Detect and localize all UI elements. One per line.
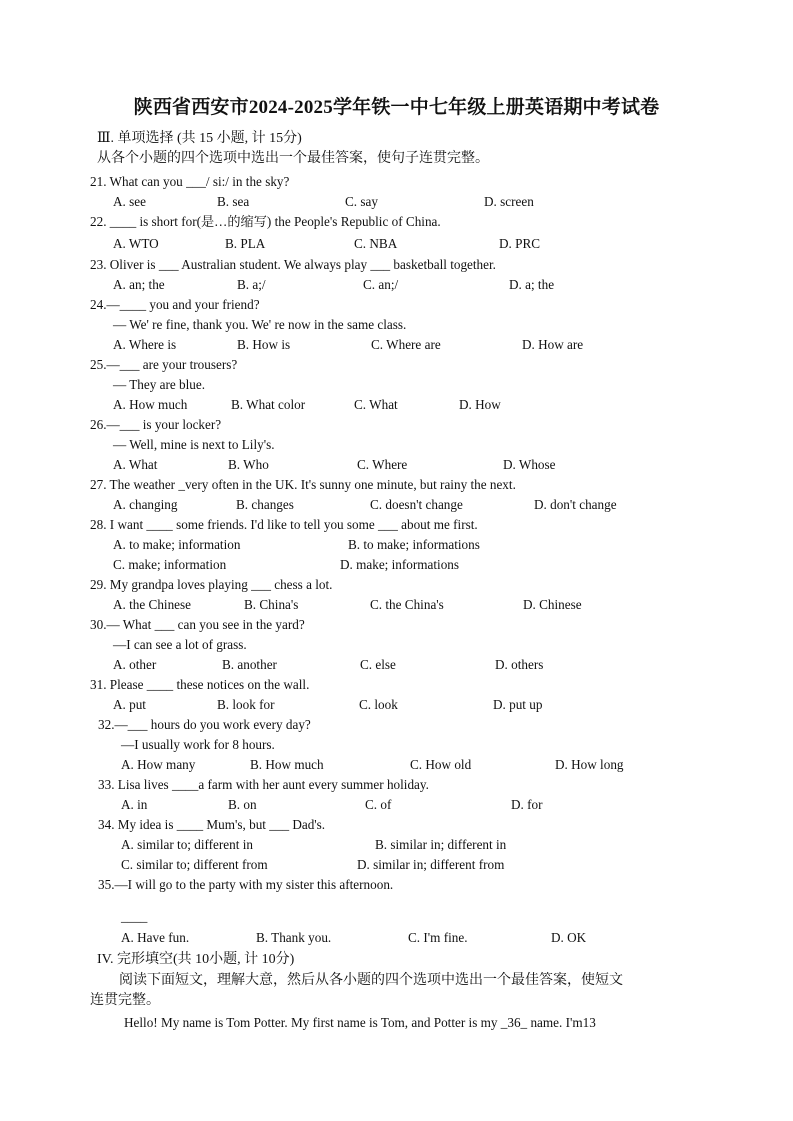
question-34-option-d: D. similar in; different from <box>357 857 505 872</box>
question-33-stem: 33. Lisa lives ____a farm with her aunt every summer holiday. <box>98 777 429 792</box>
section-3-heading: Ⅲ. 单项选择 (共 15 小题, 计 15分) <box>97 131 302 146</box>
question-24-option-b: B. How is <box>237 337 291 352</box>
question-32-stem: 32.—___ hours do you work every day? <box>98 717 311 732</box>
question-35-option-c: C. I'm fine. <box>408 930 468 945</box>
question-26-option-c: C. Where <box>357 457 408 472</box>
question-33-option-d: D. for <box>511 797 543 812</box>
question-34-option-c: C. similar to; different from <box>121 857 268 872</box>
question-33-option-a: A. in <box>121 797 148 812</box>
question-33-option-c: C. of <box>365 797 392 812</box>
question-31-option-b: B. look for <box>217 697 275 712</box>
question-29-option-c: C. the China's <box>370 597 444 612</box>
question-29-option-a: A. the Chinese <box>113 597 192 612</box>
question-21-option-b: B. sea <box>217 194 250 209</box>
question-33-option-b: B. on <box>228 797 257 812</box>
question-23-stem: 23. Oliver is ___ Australian student. We always play ___ basketball together. <box>90 257 496 272</box>
question-34-option-b: B. similar in; different in <box>375 837 507 852</box>
question-21-option-a: A. see <box>113 194 146 209</box>
question-30-option-c: C. else <box>360 657 396 672</box>
question-25-option-b: B. What color <box>231 397 306 412</box>
question-32-option-a: A. How many <box>121 757 196 772</box>
question-30-stem: 30.— What ___ can you see in the yard? <box>90 617 305 632</box>
question-35-option-d: D. OK <box>551 930 587 945</box>
section-4-instruction-line-1: 阅读下面短文，理解大意，然后从各小题的四个选项中选出一个最佳答案，使短文 <box>119 973 623 988</box>
question-23-option-d: D. a; the <box>509 277 555 292</box>
question-25-option-a: A. How much <box>113 397 188 412</box>
question-35-stem: 35.—I will go to the party with my sister this afternoon. <box>98 877 394 892</box>
question-25-stem: 25.—___ are your trousers? <box>90 357 238 372</box>
question-28-option-a: A. to make; information <box>113 537 241 552</box>
question-31-option-d: D. put up <box>493 697 543 712</box>
question-28-stem: 28. I want ____ some friends. I'd like to tell you some ___ about me first. <box>90 517 478 532</box>
question-30-option-b: B. another <box>222 657 277 672</box>
question-31-option-a: A. put <box>113 697 146 712</box>
section-4-instruction-line-2: 连贯完整。 <box>90 993 160 1008</box>
question-27-option-a: A. changing <box>113 497 178 512</box>
question-23-option-c: C. an;/ <box>363 277 399 292</box>
question-23-option-b: B. a;/ <box>237 277 266 292</box>
question-26-option-d: D. Whose <box>503 457 556 472</box>
question-29-option-d: D. Chinese <box>523 597 582 612</box>
question-30-option-d: D. others <box>495 657 544 672</box>
question-26-stem: 26.—___ is your locker? <box>90 417 222 432</box>
question-27-option-d: D. don't change <box>534 497 617 512</box>
question-32-option-b: B. How much <box>250 757 324 772</box>
question-24-stem: 24.—____ you and your friend? <box>90 297 260 312</box>
question-28-option-d: D. make; informations <box>340 557 460 572</box>
question-22-option-c: C. NBA <box>354 236 398 251</box>
section-3-instruction: 从各个小题的四个选项中选出一个最佳答案，使句子连贯完整。 <box>97 151 489 166</box>
question-21-stem: 21. What can you ___/ si:/ in the sky? <box>90 174 290 189</box>
question-27-option-b: B. changes <box>236 497 294 512</box>
question-26-reply: — Well, mine is next to Lily's. <box>113 437 275 452</box>
question-30-option-a: A. other <box>113 657 157 672</box>
page-title: 陕西省西安市2024-2025学年铁一中七年级上册英语期中考试卷 <box>133 97 660 118</box>
question-34-stem: 34. My idea is ____ Mum's, but ___ Dad's. <box>98 817 326 832</box>
question-32-option-d: D. How long <box>555 757 624 772</box>
question-27-stem: 27. The weather _very often in the UK. It's sunny one minute, but rainy the next. <box>90 477 516 492</box>
question-21-option-c: C. say <box>345 194 378 209</box>
question-28-option-c: C. make; information <box>113 557 227 572</box>
question-30-reply: —I can see a lot of grass. <box>113 637 247 652</box>
question-24-option-d: D. How are <box>522 337 584 352</box>
question-21-option-d: D. screen <box>484 194 534 209</box>
question-31-option-c: C. look <box>359 697 398 712</box>
question-24-option-c: C. Where are <box>371 337 441 352</box>
question-34-option-a: A. similar to; different in <box>121 837 253 852</box>
question-32-option-c: C. How old <box>410 757 472 772</box>
question-25-option-c: C. What <box>354 397 398 412</box>
question-26-option-a: A. What <box>113 457 158 472</box>
question-25-option-d: D. How <box>459 397 501 412</box>
question-29-option-b: B. China's <box>244 597 299 612</box>
section-4-heading: IV. 完形填空(共 10小题, 计 10分) <box>97 952 295 967</box>
passage-line-1: Hello! My name is Tom Potter. My first name is Tom, and Potter is my _36_ name. I'm13 <box>124 1015 596 1030</box>
question-26-option-b: B. Who <box>228 457 269 472</box>
question-22-option-b: B. PLA <box>225 236 266 251</box>
question-28-option-b: B. to make; informations <box>348 537 480 552</box>
question-35-option-a: A. Have fun. <box>121 930 190 945</box>
question-27-option-c: C. doesn't change <box>370 497 463 512</box>
question-24-reply: — We' re fine, thank you. We' re now in the same class. <box>113 317 407 332</box>
question-22-option-a: A. WTO <box>113 236 159 251</box>
question-35-answer-blank: ____ <box>121 909 148 924</box>
question-24-option-a: A. Where is <box>113 337 177 352</box>
question-22-option-d: D. PRC <box>499 236 541 251</box>
question-29-stem: 29. My grandpa loves playing ___ chess a lot. <box>90 577 333 592</box>
question-35-option-b: B. Thank you. <box>256 930 332 945</box>
question-23-option-a: A. an; the <box>113 277 165 292</box>
question-31-stem: 31. Please ____ these notices on the wall. <box>90 677 310 692</box>
question-32-reply: —I usually work for 8 hours. <box>121 737 275 752</box>
question-25-reply: — They are blue. <box>113 377 206 392</box>
question-22-stem: 22. ____ is short for(是…的缩写) the People's Republic of China. <box>90 214 441 229</box>
